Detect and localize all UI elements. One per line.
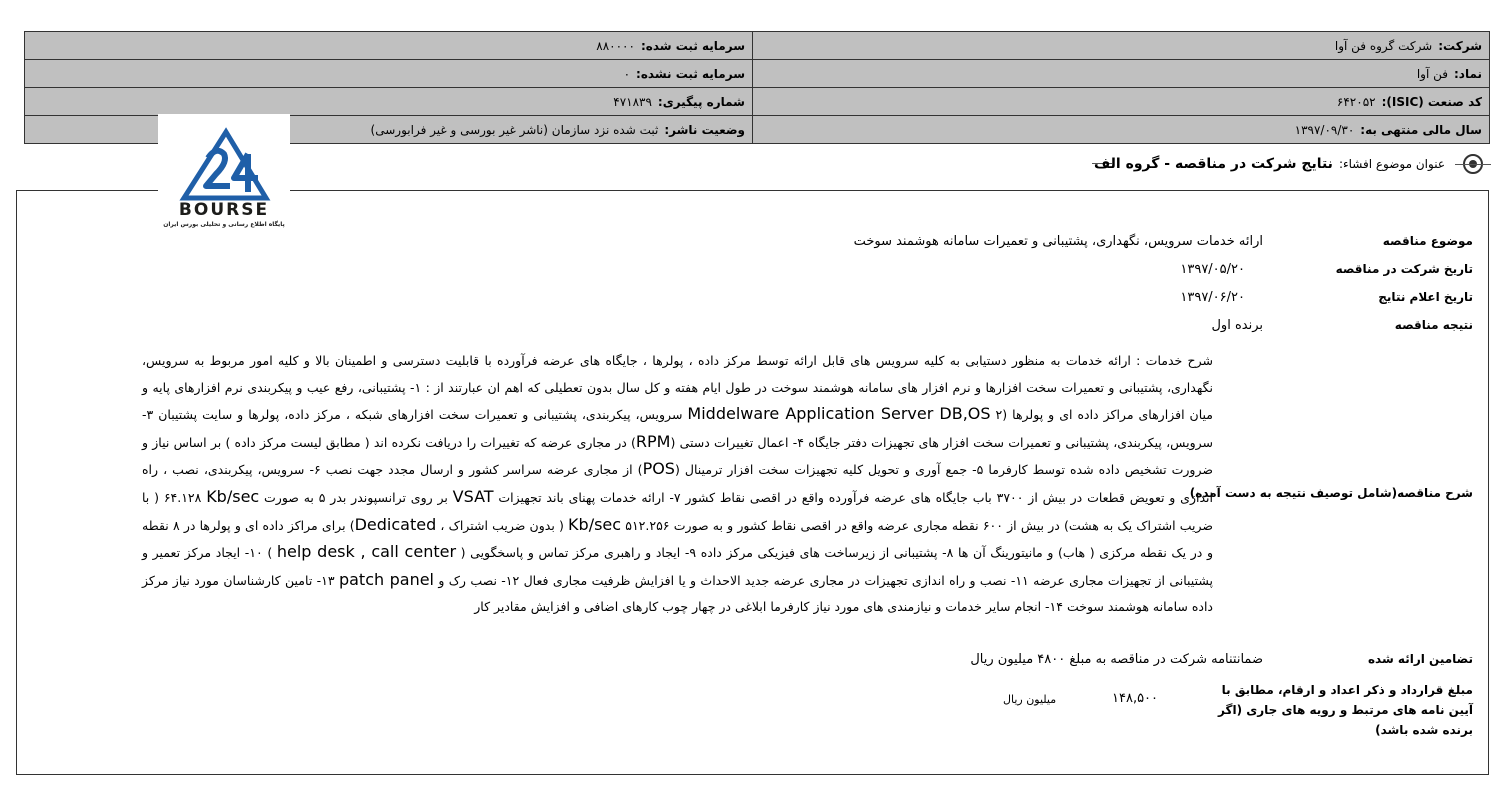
guarantee-value: ضمانتنامه شرکت در مناقصه به مبلغ ۴۸۰۰ میلیون ریال bbox=[970, 652, 1263, 667]
logo-24-mark-icon bbox=[158, 114, 290, 202]
tender-result-row bbox=[1073, 318, 1473, 338]
logo-brand-text: BOURSE bbox=[178, 200, 270, 220]
result-date-value: ۱۳۹۷/۰۶/۲۰ bbox=[1180, 290, 1245, 305]
company-cell: شرکت:شرکت گروه فن آوا bbox=[753, 32, 1490, 60]
participation-date-value: ۱۳۹۷/۰۵/۲۰ bbox=[1180, 262, 1245, 277]
tender-result-label: نتیجه مناقصه bbox=[1394, 318, 1473, 332]
contract-amount-label: مبلغ قرارداد و ذکر اعداد و ارقام، مطابق با آیین نامه های مرتبط و رویه های جاری (اگر برنده شده باشد) bbox=[1218, 683, 1473, 737]
contract-amount-unit: میلیون ریال bbox=[1003, 693, 1057, 706]
tracking-number-cell: شماره پیگیری:۴۷۱۸۳۹ bbox=[25, 88, 753, 116]
unregistered-capital-cell: سرمایه ثبت نشده:۰ bbox=[25, 60, 753, 88]
tender-subject-row bbox=[813, 234, 1473, 254]
isic-cell: کد صنعت (ISIC):۶۴۲۰۵۲ bbox=[753, 88, 1490, 116]
registered-capital-cell: سرمایه ثبت شده:۸۸۰۰۰۰ bbox=[25, 32, 753, 60]
target-icon bbox=[1463, 154, 1483, 174]
subject-label: عنوان موضوع افشاء: bbox=[1338, 157, 1445, 171]
participation-date-label: تاریخ شرکت در مناقصه bbox=[1335, 262, 1473, 276]
subject-value: نتایج شرکت در مناقصه - گروه الف bbox=[1093, 156, 1333, 172]
info-row bbox=[25, 60, 1490, 88]
description-text: شرح خدمات : ارائه خدمات به منظور دستیابی به کلیه سرویس های قابل ارائه توسط مرکز داده ، پولرها ، جایگاه های عرضه فرآورده با قابلیت دسترسی و اطمینان بالا و کلیه امور مربوط به سرویس، نگهداری، پشتیبانی و تعمیرات سخت افزارها و نرم افزار های سامانه هوشمند سوخت در طول ایام هفته و کل سال بدون تعطیلی که اهم ان عبارتند از : ۱- پشتیبانی، رفع عیب و پیکربندی نرم افزارهای پایه و میان افزارهای مراکز داده ای و پولرها (۲ Middelware Application Server DB,OS سرویس، پیکربندی، پشتیبانی و تعمیرات سخت افزارهای شبکه ، مرکز داده، پولرها و سایت پشتیبان ۳- سرویس، پیکربندی، پشتیبانی و تعمیرات سخت افزار های تجهیزات دفتر جایگاه ۴- اعمال تغییرات دستی (RPM) در مجاری عرضه که تغییرات را دریافت نکرده اند ( مطابق لیست مرکز داده ) بر اساس نیاز و ضرورت تشخیص داده شده توسط کارفرما ۵- جمع آوری و تحویل کلیه تجهیزات سخت افزار ترمینال (POS) از مجاری عرضه سراسر کشور و ارسال مجدد جهت نصب ۶- سرویس، پیکربندی، نصب ، راه اندازی و تعویض قطعات در بیش از ۳۷۰۰ باب جایگاه های عرضه فرآورده واقع در اقصی نقاط کشور ۷- ارائه خدمات پهنای باند تجهیزات VSAT بر روی ترانسپوندر بدر ۵ به صورت Kb/sec ۶۴.۱۲۸ ( با ضریب اشتراک یک به هشت) در بیش از ۶۰۰ نقطه مجاری عرضه واقع در اقصی نقاط کشور و به صورت ۵۱۲.۲۵۶ Kb/sec ( بدون ضریب اشتراک ، Dedicated) برای مراکز داده ای و پولرها در ۸ نقطه و در یک نقطه مرکزی ( هاب) و مانیتورینگ آن ها ۸- پشتیبانی از زیرساخت های فیزیکی مرکز داده ۹- ایجاد و راهبری مرکز تماس و پاسخگویی ( help desk , call center ) ۱۰- ایجاد مرکز تعمیر و پشتیبانی از تجهیزات مجاری عرضه ۱۱- نصب و راه اندازی تجهیزات در مجاری عرضه جدید الاحداث و یا افزایش ظرفیت مجاری فعال ۱۲- نصب رک و patch panel ۱۳- تامین کارشناسان مورد نیاز مرکز داده سامانه هوشمند سوخت ۱۴- انجام سایر خدمات و نیازمندی های مورد نیاز کارفرما ابلاغی در چهار چوب کارهای اضافی و افزایش مقادیر کار bbox=[142, 353, 1213, 615]
participation-date-row bbox=[1073, 262, 1473, 282]
fiscal-year-cell: سال مالی منتهی به:۱۳۹۷/۰۹/۳۰ bbox=[753, 116, 1490, 144]
result-date-label: تاریخ اعلام نتایج bbox=[1378, 290, 1473, 304]
tender-result-value: برنده اول bbox=[1211, 318, 1263, 333]
tender-subject-value: ارائه خدمات سرویس، نگهداری، پشتیبانی و تعمیرات سامانه هوشمند سوخت bbox=[853, 234, 1263, 249]
contract-amount-value: ۱۴۸,۵۰۰ bbox=[1112, 691, 1159, 706]
guarantee-label: تضامین ارائه شده bbox=[1367, 652, 1473, 666]
disclosure-subject bbox=[1094, 152, 1483, 176]
description-label: شرح مناقصه(شامل توصیف نتیجه به دست آمده) bbox=[1189, 486, 1473, 500]
publisher-status-cell: وضعیت ناشر:ثبت شده نزد سازمان (ناشر غیر بورسی و غیر فرابورسی) bbox=[25, 116, 753, 144]
tender-subject-label: موضوع مناقصه bbox=[1382, 234, 1473, 248]
logo-tagline: پایگاه اطلاع رسانی و تحلیلی بورس ایران bbox=[163, 221, 285, 228]
guarantee-row bbox=[913, 652, 1473, 672]
bourse24-logo bbox=[158, 114, 290, 232]
info-row bbox=[25, 32, 1490, 60]
result-date-row bbox=[1073, 290, 1473, 310]
info-row bbox=[25, 88, 1490, 116]
symbol-cell: نماد:فن آوا bbox=[753, 60, 1490, 88]
